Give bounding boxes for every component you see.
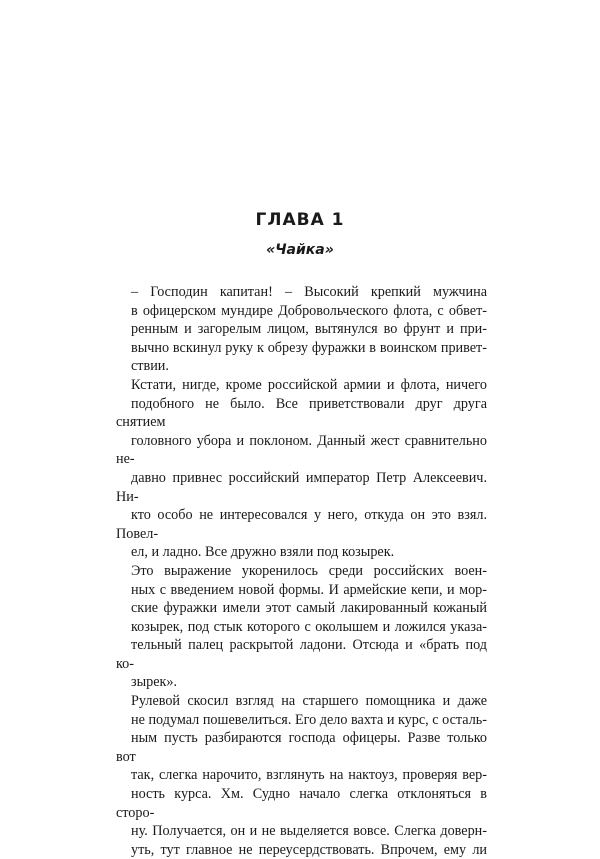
text-line: в офицерском мундире Добровольческого флота, с обвет- (131, 302, 487, 319)
text-line: головного убора и поклоном. Данный жест сравнительно не- (116, 432, 487, 468)
paragraph-2 (116, 376, 487, 562)
text-line: так, слегка нарочито, взглянуть на нактоуз, проверяя вер- (131, 767, 487, 784)
chapter-subtitle: «Чайка» (266, 242, 334, 258)
text-line: козырек, под стык которого с околышем и ложился указа- (131, 618, 487, 635)
text-line: Это выражение укоренилось среди российских воен- (131, 562, 487, 579)
text-line: ным пусть разбираются господа офицеры. Разве только вот (116, 730, 487, 765)
paragraph-1 (116, 283, 487, 376)
text-line: ну. Получается, он и не выделяется вовсе. Слегка доверн- (131, 823, 487, 840)
paragraph-3 (116, 562, 487, 692)
text-line: ел, и ладно. Все дружно взяли под козырек. (131, 544, 395, 561)
text-line: ренным и загорелым лицом, вытянулся во фрунт и при- (131, 321, 487, 338)
text-line: уть, тут главное не переусердствовать. Впрочем, ему ли (131, 841, 487, 858)
text-line: – Господин капитан! – Высокий крепкий мужчина (131, 284, 487, 300)
text-line: Рулевой скосил взгляд на старшего помощника и даже (131, 693, 487, 710)
chapter-title: ГЛАВА 1 (255, 210, 345, 230)
text-line: вычно вскинул руку к обрезу фуражки в воинском привет- (131, 339, 487, 356)
chapter-body (116, 283, 487, 859)
text-line: ствии. (131, 358, 169, 375)
text-line: ские фуражки имели этот самый лакированный кожаный (131, 600, 487, 617)
text-line: ность курса. Хм. Судно начало слегка отклоняться в сторо- (116, 786, 487, 821)
text-line: не подумал пошевелиться. Его дело вахта и курс, с осталь- (131, 711, 487, 728)
text-line: тельный палец раскрытой ладони. Отсюда и «брать под ко- (116, 637, 487, 672)
text-line: подобного не было. Все приветствовали друг друга снятием (116, 395, 487, 431)
text-line: ных с введением новой формы. И армейские кепи, и мор- (131, 581, 487, 598)
text-line: кто особо не интересовался у него, откуда он это взял. Повел- (116, 507, 487, 542)
text-line: зырек». (131, 674, 178, 691)
text-line: давно привнес российский император Петр Алексеевич. Ни- (116, 469, 487, 505)
text-line: Кстати, нигде, кроме российской армии и флота, ничего (131, 376, 487, 393)
paragraph-4 (116, 692, 487, 859)
